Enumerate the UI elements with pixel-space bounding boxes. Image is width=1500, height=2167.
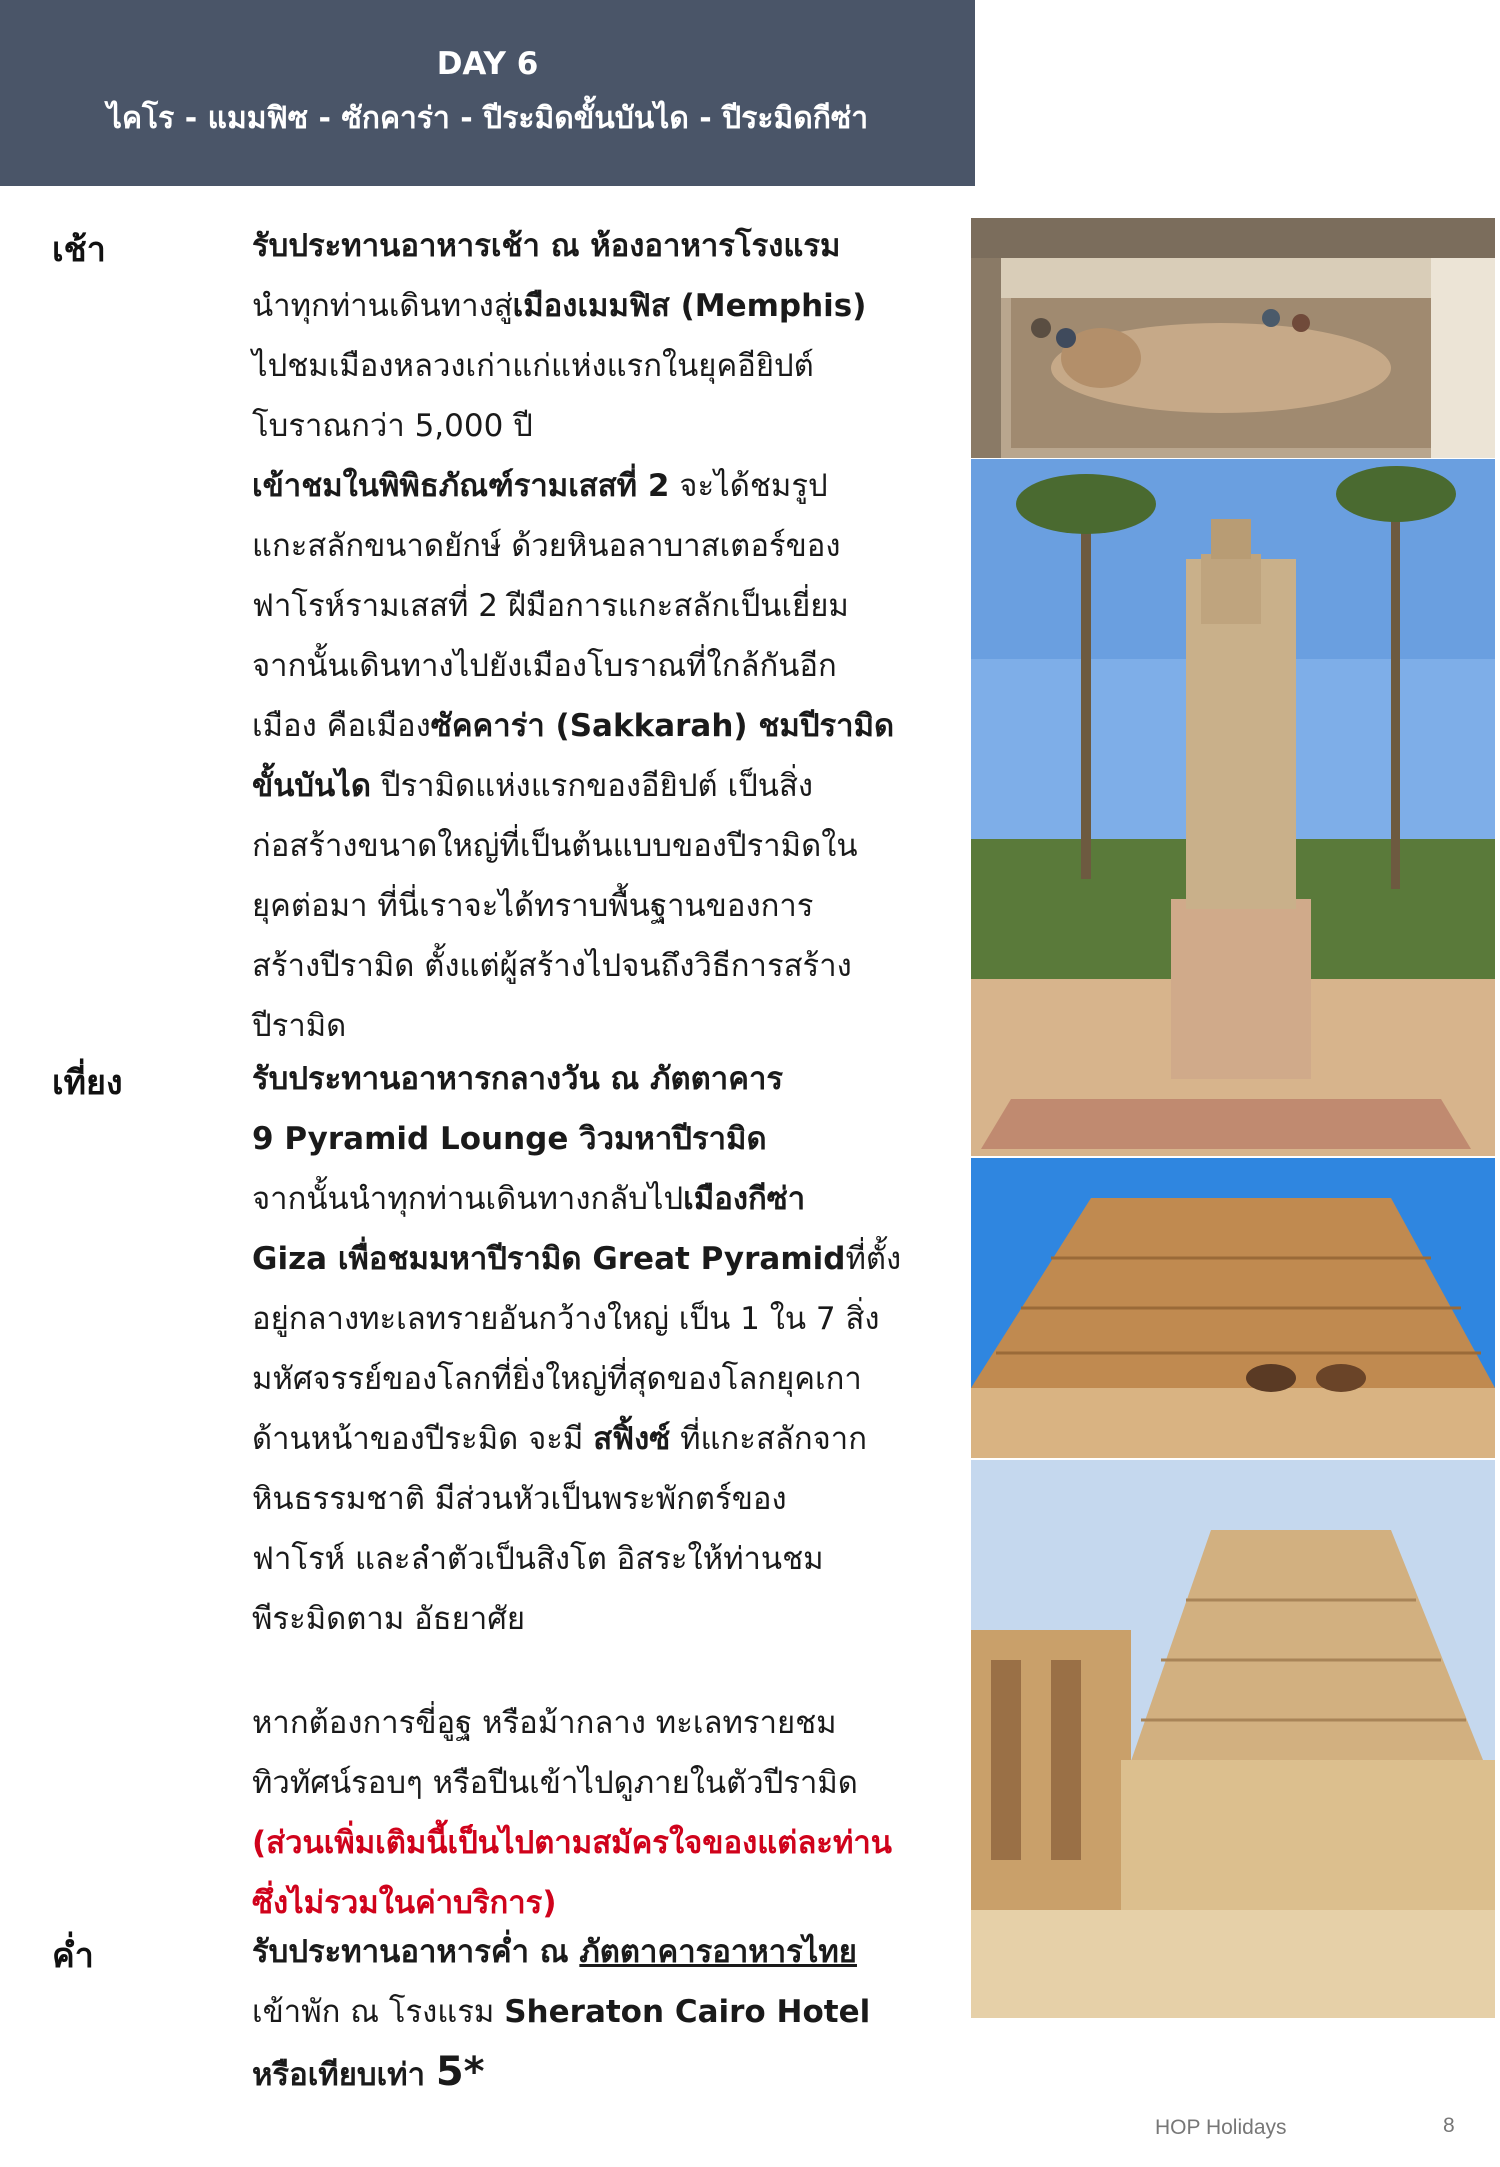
optional-note: (ส่วนเพิ่มเติมนี้เป็นไปตามสมัครใจของแต่ละท่าน [252,1825,892,1861]
day-title: DAY 6 [436,46,539,82]
djoser-complex-photo [971,1460,1495,2018]
evening-section: รับประทานอาหารค่ำ ณ ภัตตาคารอาหารไทย เข้าพัก ณ โรงแรม Sheraton Cairo Hotel หรือเทียบเท่า 5* [252,1934,871,2095]
label-evening: ค่ำ [52,1936,94,1976]
label-morning: เช้า [52,230,106,270]
noon-section: รับประทานอาหารกลางวัน ณ ภัตตาคาร 9 Pyramid Lounge วิวมหาปีรามิด จากนั้นนำทุกท่านเดินทางกลับไปเมืองกีซ่า Giza เพื่อชมมหาปีรามิด Great Pyramidที่ตั้ง อยู่กลางทะเลทรายอันกว้างใหญ่ เป็น 1 ใน 7 สิ่ง มหัศจรรย์ของโลกที่ยิ่งใหญ่ที่สุดของโลกยุคเกา ด้านหน้าของปีระมิด จะมี สฟิ้งซ์ ที่แกะสลักจาก หินธรรมชาติ มีส่วนหัวเป็นพระพักตร์ของ ฟาโรห์ และลำตัวเป็นสิงโต อิสระให้ท่านชม พีระมิดตาม อัธยาศัย หากต้องการขี่อูฐ หรือม้ากลาง ทะเลทรายชม ทิวทัศน์รอบๆ หรือปีนเข้าไปดูภายในตัวปีรามิด (ส่วนเพิ่มเติมนี้เป็นไปตามสมัครใจของแต่ละท่าน ซึ่งไม่รวมในค่าบริการ) [252,1049,962,1933]
morning-section: รับประทานอาหารเช้า ณ ห้องอาหารโรงแรม นำทุกท่านเดินทางสู่เมืองเมมฟิส (Memphis) ไปชมเมืองหลวงเก่าแก่แห่งแรกในยุคอียิปต์ โบราณกว่า 5,000 ปี เข้าชมในพิพิธภัณฑ์รามเสสที่ 2 จะได้ชมรูป แกะสลักขนาดยักษ์ ด้วยหินอลาบาสเตอร์ของ ฟาโรห์รามเสสที่ 2 ฝีมือการแกะสลักเป็นเยี่ยม จากนั้นเดินทางไปยังเมืองโบราณที่ใกล้กันอีก เมือง คือเมืองซัคคาร่า (Sakkarah) ชมปีรามิด ขั้นบันได ปีรามิดแห่งแรกของอียิปต์ เป็นสิ่ง ก่อสร้างขนาดใหญ่ที่เป็นต้นแบบของปีรามิดใน ยุคต่อมา ที่นี่เราจะได้ทราบพื้นฐานของการ สร้างปีรามิด ตั้งแต่ผู้สร้างไปจนถึงวิธีการสร้าง ปีรามิด [252,228,895,1044]
page-number: 8 [1443,2114,1455,2137]
route-title: ไคโร - แมมฟิซ - ซักคาร่า - ปีระมิดขั้นบันได - ปีระมิดกีซ่า [106,101,869,136]
ramesses-statue-photo [971,459,1495,1156]
footer-brand: HOP Holidays [1155,2116,1287,2139]
museum-statue-photo [971,218,1495,458]
day-header [0,0,975,186]
label-noon: เที่ยง [52,1063,123,1103]
morning-line-1: รับประทานอาหารเช้า ณ ห้องอาหารโรงแรม [252,228,841,264]
step-pyramid-camels-photo [971,1158,1495,1458]
